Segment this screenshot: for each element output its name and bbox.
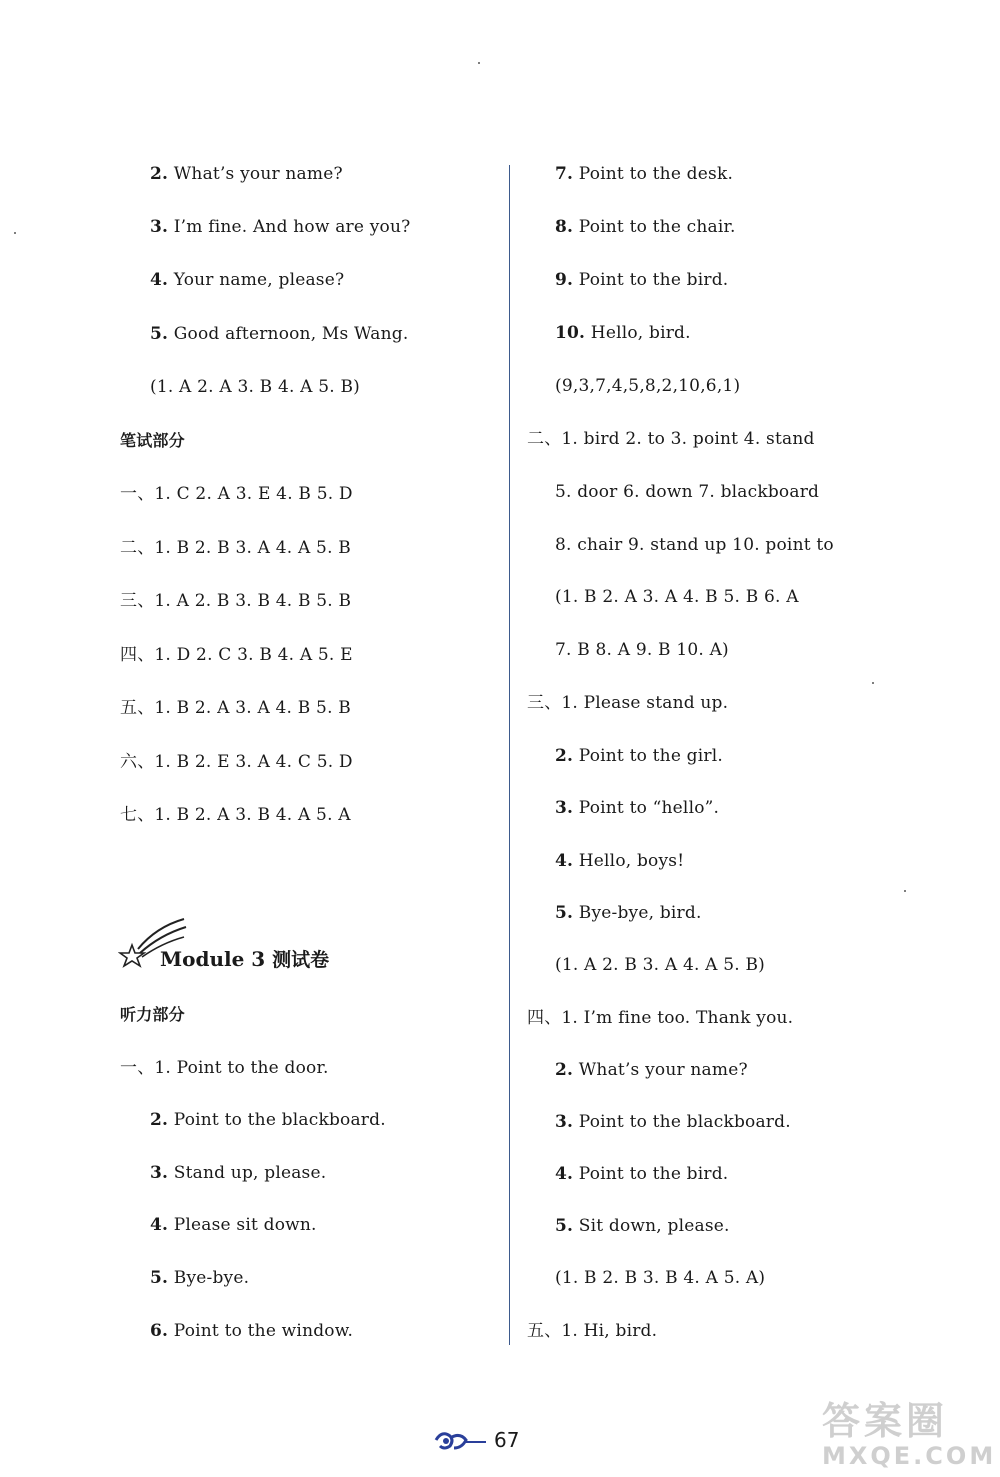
right-row-3a: 三、1. Please stand up.: [527, 693, 729, 713]
right-row-2d: (1. B 2. A 3. A 4. B 5. B 6. A: [555, 587, 799, 607]
right-line-7: 7. Point to the desk.: [555, 164, 734, 184]
right-row-3-key: (1. A 2. B 3. A 4. A 5. B): [555, 955, 766, 975]
answer-key: (1. A 2. A 3. B 4. A 5. B): [150, 377, 361, 397]
module-line-4: 4. Please sit down.: [150, 1215, 317, 1235]
answer-row-6: 六、1. B 2. E 3. A 4. C 5. D: [120, 752, 353, 772]
right-order-key: (9,3,7,4,5,8,2,10,6,1): [555, 376, 741, 396]
answer-line-4: 4. Your name, please?: [150, 270, 345, 290]
module-line-6: 6. Point to the window.: [150, 1321, 354, 1341]
module-line-2: 2. Point to the blackboard.: [150, 1110, 386, 1130]
answer-row-2: 二、1. B 2. B 3. A 4. A 5. B: [120, 538, 351, 558]
answer-line-5: 5. Good afternoon, Ms Wang.: [150, 324, 409, 344]
footer-ornament-icon: [432, 1426, 488, 1456]
right-line-8: 8. Point to the chair.: [555, 217, 736, 237]
answer-line-2: 2. What’s your name?: [150, 164, 343, 184]
scan-speck: [872, 682, 874, 684]
right-row-4e: 5. Sit down, please.: [555, 1216, 730, 1236]
right-line-9: 9. Point to the bird.: [555, 270, 729, 290]
right-row-3e: 5. Bye-bye, bird.: [555, 903, 702, 923]
scan-speck: [14, 232, 16, 234]
module-line-3: 3. Stand up, please.: [150, 1163, 327, 1183]
answer-row-7: 七、1. B 2. A 3. B 4. A 5. A: [120, 805, 351, 825]
scan-speck: [478, 62, 480, 64]
right-row-4a: 四、1. I’m fine too. Thank you.: [527, 1008, 794, 1028]
right-row-4-key: (1. B 2. B 3. B 4. A 5. A): [555, 1268, 766, 1288]
section-heading-listening: 听力部分: [120, 1005, 185, 1024]
right-row-4d: 4. Point to the bird.: [555, 1164, 729, 1184]
right-row-5a: 五、1. Hi, bird.: [527, 1321, 658, 1341]
right-row-4b: 2. What’s your name?: [555, 1060, 748, 1080]
scan-speck: [904, 890, 906, 892]
module-line-5: 5. Bye-bye.: [150, 1268, 250, 1288]
module-line-1: 一、1. Point to the door.: [120, 1058, 329, 1078]
answer-row-3: 三、1. A 2. B 3. B 4. B 5. B: [120, 591, 352, 611]
right-line-10: 10. Hello, bird.: [555, 323, 691, 343]
answer-line-3: 3. I’m fine. And how are you?: [150, 217, 411, 237]
answer-row-1: 一、1. C 2. A 3. E 4. B 5. D: [120, 484, 353, 504]
right-row-2e: 7. B 8. A 9. B 10. A): [555, 640, 729, 660]
section-heading-written: 笔试部分: [120, 431, 185, 450]
page-number: 67: [494, 1428, 520, 1452]
answer-row-5: 五、1. B 2. A 3. A 4. B 5. B: [120, 698, 351, 718]
right-row-4c: 3. Point to the blackboard.: [555, 1112, 791, 1132]
right-row-2c: 8. chair 9. stand up 10. point to: [555, 535, 834, 555]
answer-row-4: 四、1. D 2. C 3. B 4. A 5. E: [120, 645, 353, 665]
right-row-3c: 3. Point to “hello”.: [555, 798, 720, 818]
right-row-2a: 二、1. bird 2. to 3. point 4. stand: [527, 429, 815, 449]
column-divider: [509, 165, 510, 1345]
module-title: Module 3 测试卷: [160, 947, 330, 971]
right-row-2b: 5. door 6. down 7. blackboard: [555, 482, 820, 502]
right-row-3b: 2. Point to the girl.: [555, 746, 723, 766]
right-row-3d: 4. Hello, boys!: [555, 851, 685, 871]
watermark-logo: 答案圈 MXQE.COM: [822, 1399, 997, 1470]
